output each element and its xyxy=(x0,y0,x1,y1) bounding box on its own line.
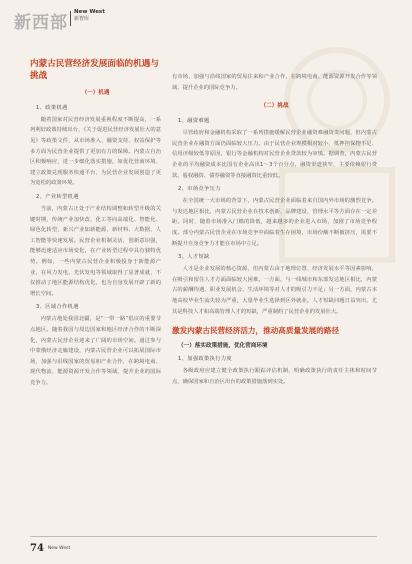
left-column xyxy=(30,58,161,386)
para-industry: 当前，内蒙古正处于产业结构调整和转型升级的关键时期，传统产业加快改、化工等向高端化、智能化、绿色化转型，新兴产业如新能源、新材料、大数据、人工智能等快速发展。民营企业机制灵活，创新意识强，能够迅速适应市场变化，在产业转型过程中具有独特优势。例如，一些内蒙古民营企业积极投身于新能源产业，在风力发电、光伏发电等领域取得了显著成就，不仅推动了地区能源结构优化，也为自身发展开辟了新的增长空间。 xyxy=(30,205,161,297)
sub-execution: 1、加强政策执行力度 xyxy=(178,356,232,363)
sub-finance: 1、融资难题 xyxy=(178,118,210,125)
sub-region: 3、区域合作机遇 xyxy=(36,304,79,311)
sub-market: 2、市场竞争压力 xyxy=(178,186,221,193)
footer-rule xyxy=(30,536,377,537)
magazine-name: New West xyxy=(47,546,71,551)
masthead-en-line2: 新智库 xyxy=(74,16,90,22)
page-number: 74 xyxy=(30,543,44,554)
section-title-paths: 激发内蒙古民营经济活力，推动高质量发展的路径 xyxy=(172,326,340,336)
masthead-subtitle xyxy=(74,9,105,23)
section-challenges: （二）挑战 xyxy=(260,103,289,110)
masthead-en-line1: New West xyxy=(74,9,105,15)
section-opportunities: （一）机遇 xyxy=(81,89,110,96)
sub-optimize-environment: （一）落实政策措施，优化营商环境 xyxy=(178,343,268,350)
sub-policy: 1、政策机遇 xyxy=(36,104,68,111)
folio xyxy=(30,543,70,554)
para-region-cont: 有市场，加强与沿线国家的贸易往来和产业合作，在跨境电商、能源资源开发合作等领域，提升企业的国际竞争力。 xyxy=(172,74,377,91)
para-finance: 尽管政府和金融机构采取了一系列措施缓解民营企业融资难融资贵问题，但内蒙古民营企业在融资方面仍面临较大压力。由于民营企业规模相对较小、抵押担保物不足、信用评级较低等原因，银行等金融机构对民营企业贷款较为审慎。据调查，内蒙古民营企业的平均融资成本比国有企业高出1～3个百分点，融资渠道狭窄，主要依赖银行贷款，股权融资、债券融资等直接融资比重较低。 xyxy=(172,130,377,179)
para-policy: 随着国家对民营经济发展重视程度不断提高，一系列利好政策持续出台，《关于促进民营经济发展壮大的意见》等政策文件，从市场准入、融资支持、权益保护等多方面为民营企业提供了更加有力的保障。内蒙古自治区积极响应，进一步细化落实措施，如优化营商环境、建立政策兑现服务快通平台，为民营企业发展创造了更为宽松的政策环境。 xyxy=(30,116,161,187)
para-region: 内蒙古地处我国北疆，是“一带一路”倡议的重要节点地区。随着我国与周边国家和地区经济合作的不断深化，内蒙古民营企业迎来了广阔的市场空间。通过参与中蒙俄经济走廊建设，内蒙古民营企业可以拓展国际市场，加强与沿线国家的贸易和产业合作，在跨境电商、现代物流、能源资源开发合作等领域，提升企业的国际竞争力。 xyxy=(30,316,161,386)
masthead-logo: 新西部 xyxy=(14,13,68,33)
sub-talent: 3、人才短缺 xyxy=(178,254,210,261)
article-title: 内蒙古民营经济发展面临的机遇与挑战 xyxy=(30,59,159,82)
para-market: 在全国统一大市场的背景下，内蒙古民营企业面临着来自国内外市场的激烈竞争。与发达地区相比，内蒙古民营企业在技术创新、品牌建设、管理水平等方面存在一定差距。同时，随着市场准入门槛的降低，越来越多的企业进入市场，加剧了市场竞争程度。部分内蒙古民营企业在市场竞争中面临着生存困境，市场份额不断被挤压，需要不断提升自身竞争力才能在市场中立足。 xyxy=(172,198,377,247)
sub-industry: 2、产业转型机遇 xyxy=(36,193,79,200)
masthead-divider xyxy=(70,11,71,26)
para-execution: 各级政府应建立健全政策执行跟踪评估机制，明确政策执行的责任主体和时间节点，确保国家和自治区出台的政策措施落到实处。 xyxy=(172,368,377,385)
right-column xyxy=(172,72,377,387)
para-talent: 人才是企业发展的核心资源，但内蒙古由于地理位置、经济发展水平等因素影响，在吸引和留住人才方面面临较大困难。一方面，与一线城市和东部发达地区相比，内蒙古的薪酬待遇、职业发展机会、生活环境等对人才的吸引力不足；另一方面，内蒙古本地高校毕业生流失较为严重，大量毕业生选择到区外就业。人才短缺问题日益突出，尤其是科技人才和高端管理人才的短缺，严重制约了民营企业的发展壮大。 xyxy=(172,266,377,315)
